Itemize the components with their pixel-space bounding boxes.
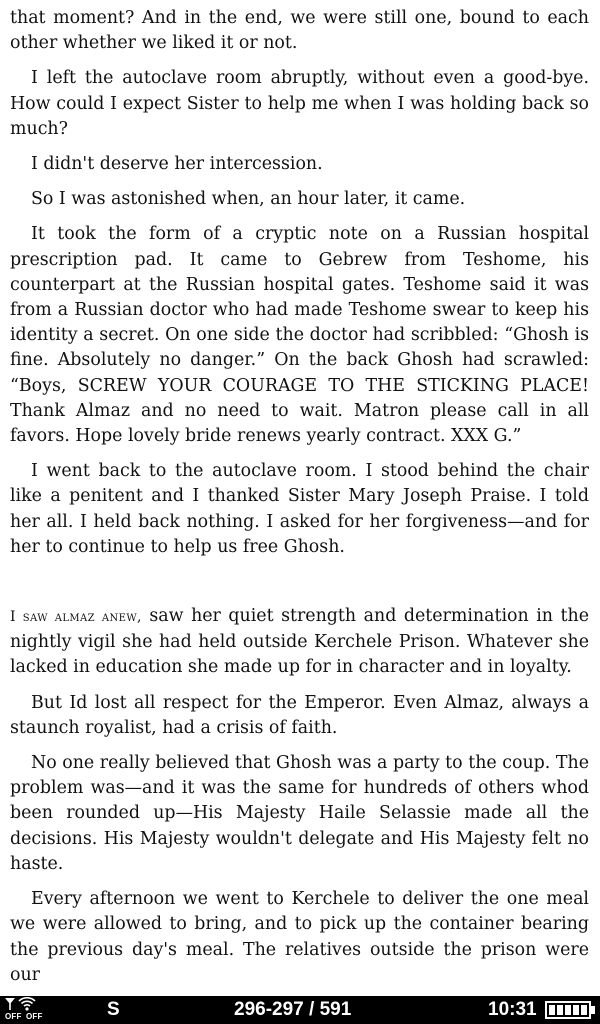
page-indicator[interactable]: 296-297 / 591: [234, 999, 352, 1020]
wifi-icon: [19, 998, 35, 1011]
paragraph: I didn't deserve her intercession.: [31, 154, 323, 175]
paragraph: I left the autoclave room abruptly, without even a good-bye. How could I expect Sister to help me when I was holding back so much?: [10, 68, 589, 139]
battery-cell: [549, 1005, 555, 1015]
paragraph: I went back to the autoclave room. I stood behind the chair like a penitent and I thanked Sister Mary Joseph Praise. I told her all. I held back nothing. I asked for her forgiveness—and for her to continue to help us free Ghosh.: [10, 461, 589, 557]
section-opening-paragraph: [10, 604, 589, 681]
battery-cell: [573, 1005, 579, 1015]
paragraph: It took the form of a cryptic note on a Russian hospital prescription pad. It came to Gebrew from Teshome, his counterpart at the Russian hospital gates. Teshome said it was from a Russian doctor who had made Teshome swear to keep his identity a secret. On one side the doctor had scribbled: “Ghosh is fine. Absolutely no danger.” On the back Ghosh had scrawled: “Boys, SCREW YOUR COURAGE TO THE STICKING PLACE! Thank Almaz and no need to wait. Matron please call in all favors. Hope lovely bride renews yearly contract. XXX G.”: [10, 224, 589, 447]
reading-mode[interactable]: S: [107, 999, 120, 1020]
paragraph: But Id lost all respect for the Emperor. Even Almaz, always a staunch royalist, had a crisis of faith.: [10, 692, 589, 738]
small-caps-lead: I saw almaz anew,: [10, 609, 142, 626]
antenna-off-label: OFF: [5, 1012, 22, 1021]
paragraph: that moment? And in the end, we were still one, bound to each other whether we liked it or not.: [10, 8, 589, 54]
section-break: [10, 570, 589, 604]
paragraph: No one really believed that Ghosh was a party to the coup. The problem was—and it was the same for hundreds of others whod been rounded up—His Majesty Haile Selassie made all the decisions. His Majesty wouldn't delegate and His Majesty felt no haste.: [10, 753, 589, 874]
battery-cell: [581, 1005, 587, 1015]
wifi-off-label: OFF: [26, 1012, 43, 1021]
paragraph: So I was astonished when, an hour later, it came.: [31, 189, 466, 210]
paragraph: Every afternoon we went to Kerchele to deliver the one meal we were allowed to bring, and to pick up the container bearing the previous day's meal. The relatives outside the prison were our: [10, 889, 589, 985]
battery-cell: [565, 1005, 571, 1015]
status-bar: [0, 996, 600, 1024]
clock: 10:31: [488, 999, 537, 1020]
battery-cell: [557, 1005, 563, 1015]
battery-level: [549, 1005, 587, 1015]
paragraph-text: saw her quiet strength and determination in the nightly vigil she had held outside Kerchele Prison. Whatever she lacked in education she made up for in character and in loyalty.: [10, 606, 589, 678]
battery-icon: [545, 1001, 597, 1019]
wireless-status: [3, 997, 47, 1023]
antenna-icon: [3, 997, 47, 1011]
